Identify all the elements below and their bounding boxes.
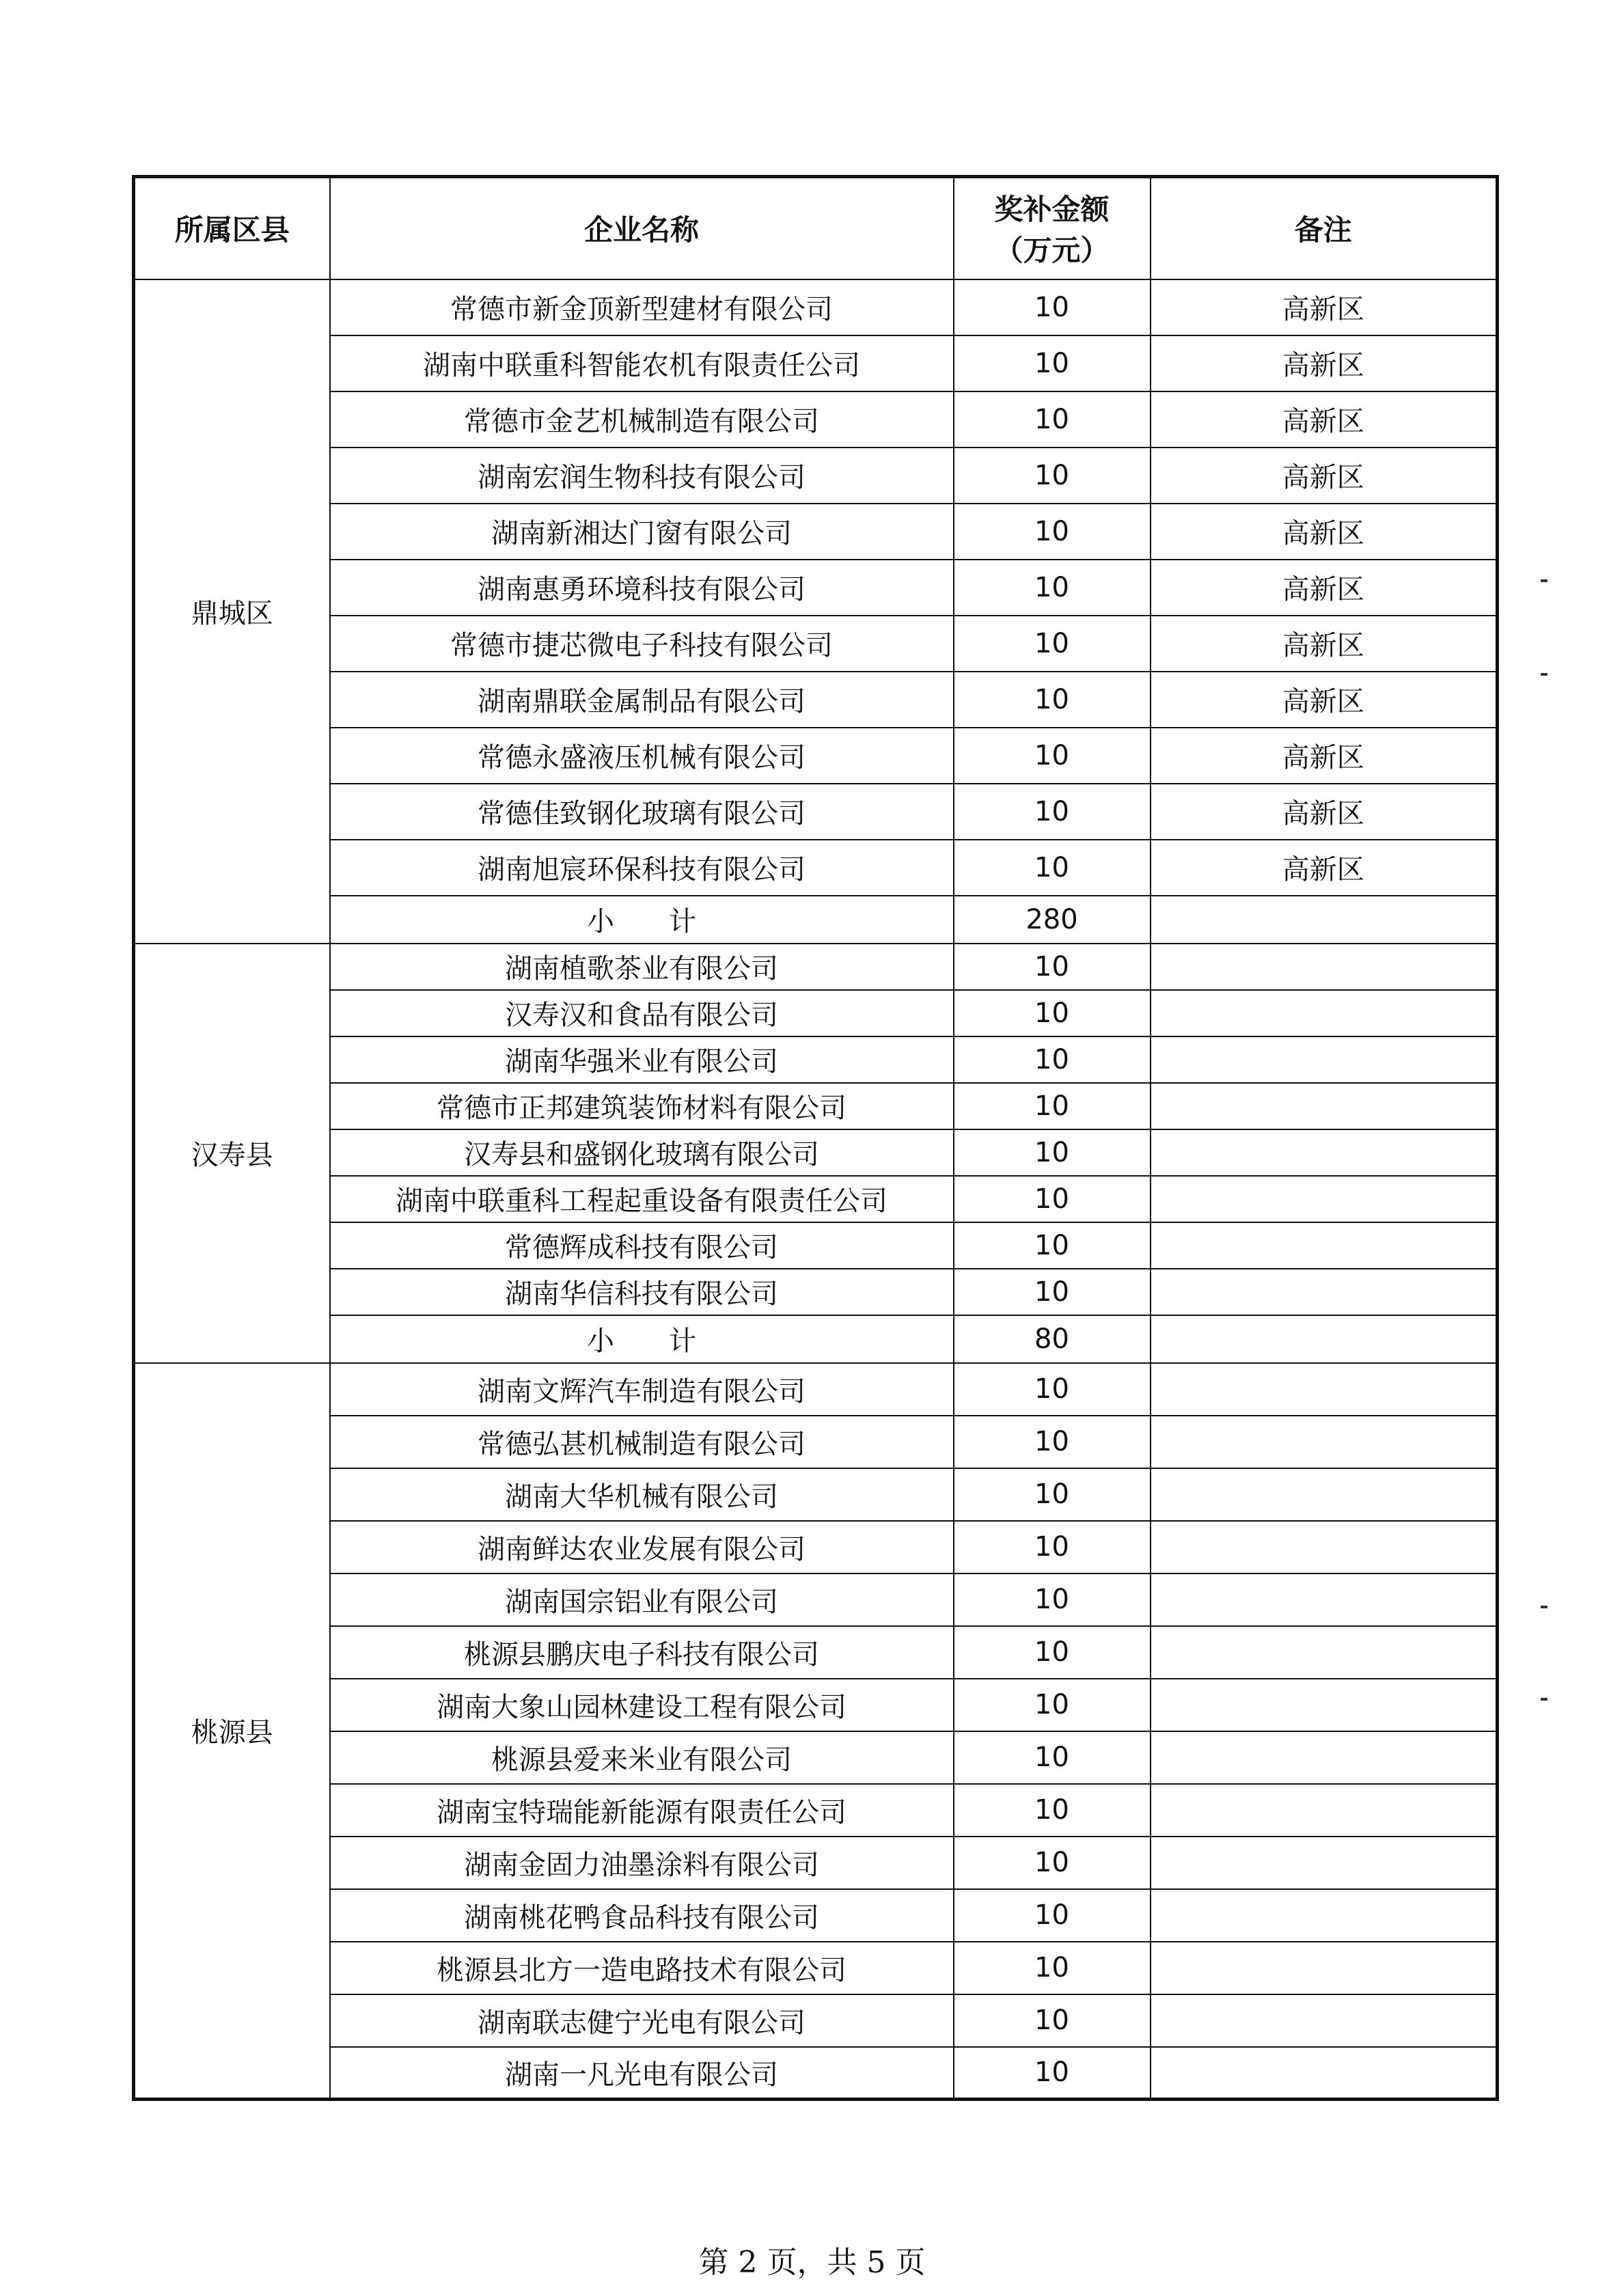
company-cell: 湖南联志健宁光电有限公司 bbox=[330, 1994, 954, 2047]
remark-cell: 高新区 bbox=[1151, 504, 1498, 560]
company-cell: 常德市捷芯微电子科技有限公司 bbox=[330, 616, 954, 672]
table-row bbox=[134, 1363, 1498, 1416]
table-row bbox=[134, 784, 1498, 840]
amount-cell: 10 bbox=[954, 1889, 1151, 1942]
scan-mark bbox=[1541, 1606, 1547, 1608]
remark-cell bbox=[1151, 1679, 1498, 1731]
table-row bbox=[134, 1416, 1498, 1468]
amount-cell: 10 bbox=[954, 672, 1151, 728]
table-row bbox=[134, 560, 1498, 616]
remark-cell bbox=[1151, 1784, 1498, 1837]
subtotal-label-part2: 计 bbox=[669, 1325, 696, 1357]
company-cell: 湖南鲜达农业发展有限公司 bbox=[330, 1521, 954, 1573]
remark-cell bbox=[1151, 1222, 1498, 1269]
subtotal-label-part1: 小 bbox=[587, 906, 614, 937]
amount-cell: 10 bbox=[954, 1222, 1151, 1269]
table-header-row bbox=[134, 177, 1498, 279]
remark-cell bbox=[1151, 1521, 1498, 1573]
remark-cell bbox=[1151, 896, 1498, 944]
remark-cell bbox=[1151, 1573, 1498, 1626]
company-cell: 湖南金固力油墨涂料有限公司 bbox=[330, 1837, 954, 1889]
remark-cell: 高新区 bbox=[1151, 616, 1498, 672]
company-cell: 常德市正邦建筑装饰材料有限公司 bbox=[330, 1083, 954, 1129]
remark-cell bbox=[1151, 1036, 1498, 1083]
amount-cell: 10 bbox=[954, 391, 1151, 448]
company-cell: 湖南宝特瑞能新能源有限责任公司 bbox=[330, 1784, 954, 1837]
remark-cell bbox=[1151, 1468, 1498, 1521]
company-cell: 桃源县爱来米业有限公司 bbox=[330, 1731, 954, 1784]
table-row bbox=[134, 1468, 1498, 1521]
table-row bbox=[134, 1036, 1498, 1083]
table-row bbox=[134, 1942, 1498, 1994]
remark-cell: 高新区 bbox=[1151, 335, 1498, 391]
amount-cell: 10 bbox=[954, 1269, 1151, 1315]
remark-cell bbox=[1151, 1731, 1498, 1784]
company-cell: 汉寿县和盛钢化玻璃有限公司 bbox=[330, 1129, 954, 1176]
table-row bbox=[134, 1573, 1498, 1626]
amount-cell: 10 bbox=[954, 2047, 1151, 2100]
remark-cell bbox=[1151, 944, 1498, 990]
company-cell: 常德市金艺机械制造有限公司 bbox=[330, 391, 954, 448]
company-cell: 湖南中联重科智能农机有限责任公司 bbox=[330, 335, 954, 391]
amount-cell: 10 bbox=[954, 335, 1151, 391]
remark-cell bbox=[1151, 2047, 1498, 2100]
table-row bbox=[134, 504, 1498, 560]
amount-cell: 10 bbox=[954, 448, 1151, 504]
amount-cell: 10 bbox=[954, 1363, 1151, 1416]
amount-cell: 10 bbox=[954, 1083, 1151, 1129]
amount-cell: 10 bbox=[954, 840, 1151, 896]
table-row bbox=[134, 728, 1498, 784]
remark-cell bbox=[1151, 1129, 1498, 1176]
table-row bbox=[134, 840, 1498, 896]
remark-cell bbox=[1151, 1626, 1498, 1679]
subtotal-row bbox=[134, 1315, 1498, 1363]
subtotal-row bbox=[134, 896, 1498, 944]
company-cell: 湖南宏润生物科技有限公司 bbox=[330, 448, 954, 504]
remark-cell: 高新区 bbox=[1151, 279, 1498, 335]
remark-cell: 高新区 bbox=[1151, 448, 1498, 504]
amount-cell: 10 bbox=[954, 1994, 1151, 2047]
amount-cell: 10 bbox=[954, 1626, 1151, 1679]
subtotal-amount: 80 bbox=[954, 1315, 1151, 1363]
remark-cell bbox=[1151, 1994, 1498, 2047]
company-cell: 湖南国宗铝业有限公司 bbox=[330, 1573, 954, 1626]
scan-mark bbox=[1541, 673, 1547, 676]
table-row bbox=[134, 672, 1498, 728]
amount-cell: 10 bbox=[954, 944, 1151, 990]
company-cell: 常德永盛液压机械有限公司 bbox=[330, 728, 954, 784]
amount-cell: 10 bbox=[954, 1837, 1151, 1889]
table-row bbox=[134, 1222, 1498, 1269]
district-cell: 鼎城区 bbox=[134, 279, 330, 944]
company-cell: 湖南文辉汽车制造有限公司 bbox=[330, 1363, 954, 1416]
scan-mark bbox=[1541, 579, 1547, 582]
table-row bbox=[134, 1731, 1498, 1784]
table-row bbox=[134, 279, 1498, 335]
table-row bbox=[134, 1129, 1498, 1176]
table-row bbox=[134, 616, 1498, 672]
table-row bbox=[134, 1269, 1498, 1315]
remark-cell bbox=[1151, 1889, 1498, 1942]
remark-cell: 高新区 bbox=[1151, 728, 1498, 784]
company-cell: 湖南鼎联金属制品有限公司 bbox=[330, 672, 954, 728]
company-cell: 湖南一凡光电有限公司 bbox=[330, 2047, 954, 2100]
subtotal-label bbox=[330, 896, 954, 944]
amount-cell: 10 bbox=[954, 560, 1151, 616]
remark-cell bbox=[1151, 1416, 1498, 1468]
remark-cell: 高新区 bbox=[1151, 784, 1498, 840]
company-cell: 汉寿汉和食品有限公司 bbox=[330, 990, 954, 1036]
amount-cell: 10 bbox=[954, 1942, 1151, 1994]
subtotal-label bbox=[330, 1315, 954, 1363]
table-row bbox=[134, 2047, 1498, 2100]
amount-cell: 10 bbox=[954, 616, 1151, 672]
table-row bbox=[134, 1784, 1498, 1837]
remark-cell: 高新区 bbox=[1151, 560, 1498, 616]
table-row bbox=[134, 1837, 1498, 1889]
header-remark: 备注 bbox=[1151, 177, 1498, 279]
amount-cell: 10 bbox=[954, 1468, 1151, 1521]
amount-cell: 10 bbox=[954, 1731, 1151, 1784]
district-cell: 桃源县 bbox=[134, 1363, 330, 2100]
amount-cell: 10 bbox=[954, 784, 1151, 840]
company-cell: 湖南桃花鸭食品科技有限公司 bbox=[330, 1889, 954, 1942]
table-row bbox=[134, 335, 1498, 391]
remark-cell: 高新区 bbox=[1151, 391, 1498, 448]
remark-cell bbox=[1151, 1315, 1498, 1363]
company-cell: 湖南新湘达门窗有限公司 bbox=[330, 504, 954, 560]
header-company: 企业名称 bbox=[330, 177, 954, 279]
table-row bbox=[134, 1521, 1498, 1573]
header-district: 所属区县 bbox=[134, 177, 330, 279]
amount-cell: 10 bbox=[954, 1416, 1151, 1468]
subtotal-label-part1: 小 bbox=[587, 1325, 614, 1357]
award-table bbox=[132, 175, 1499, 2101]
remark-cell bbox=[1151, 1837, 1498, 1889]
company-cell: 桃源县鹏庆电子科技有限公司 bbox=[330, 1626, 954, 1679]
company-cell: 常德弘甚机械制造有限公司 bbox=[330, 1416, 954, 1468]
amount-cell: 10 bbox=[954, 504, 1151, 560]
table-row bbox=[134, 1083, 1498, 1129]
amount-cell: 10 bbox=[954, 1036, 1151, 1083]
table-row bbox=[134, 1626, 1498, 1679]
company-cell: 湖南中联重科工程起重设备有限责任公司 bbox=[330, 1176, 954, 1222]
table-row bbox=[134, 1889, 1498, 1942]
amount-cell: 10 bbox=[954, 1679, 1151, 1731]
page-number-footer: 第 2 页，共 5 页 bbox=[698, 2245, 926, 2280]
subtotal-label-part2: 计 bbox=[669, 906, 696, 937]
company-cell: 湖南旭宸环保科技有限公司 bbox=[330, 840, 954, 896]
remark-cell: 高新区 bbox=[1151, 672, 1498, 728]
amount-cell: 10 bbox=[954, 728, 1151, 784]
company-cell: 湖南大华机械有限公司 bbox=[330, 1468, 954, 1521]
table-row bbox=[134, 990, 1498, 1036]
amount-cell: 10 bbox=[954, 1129, 1151, 1176]
remark-cell bbox=[1151, 1176, 1498, 1222]
amount-cell: 10 bbox=[954, 1521, 1151, 1573]
header-amount-line2: （万元） bbox=[994, 234, 1110, 268]
table-row bbox=[134, 1176, 1498, 1222]
amount-cell: 10 bbox=[954, 1573, 1151, 1626]
district-cell: 汉寿县 bbox=[134, 944, 330, 1363]
remark-cell bbox=[1151, 1269, 1498, 1315]
amount-cell: 10 bbox=[954, 1784, 1151, 1837]
subtotal-amount: 280 bbox=[954, 896, 1151, 944]
table-row bbox=[134, 1679, 1498, 1731]
table-row bbox=[134, 1994, 1498, 2047]
header-amount bbox=[954, 177, 1151, 279]
company-cell: 湖南华强米业有限公司 bbox=[330, 1036, 954, 1083]
header-amount-line1: 奖补金额 bbox=[994, 193, 1110, 227]
company-cell: 桃源县北方一造电路技术有限公司 bbox=[330, 1942, 954, 1994]
company-cell: 湖南大象山园林建设工程有限公司 bbox=[330, 1679, 954, 1731]
company-cell: 常德市新金顶新型建材有限公司 bbox=[330, 279, 954, 335]
remark-cell bbox=[1151, 1363, 1498, 1416]
amount-cell: 10 bbox=[954, 279, 1151, 335]
table-row bbox=[134, 448, 1498, 504]
scan-mark bbox=[1541, 1698, 1547, 1701]
remark-cell bbox=[1151, 1942, 1498, 1994]
company-cell: 湖南植歌茶业有限公司 bbox=[330, 944, 954, 990]
company-cell: 湖南惠勇环境科技有限公司 bbox=[330, 560, 954, 616]
amount-cell: 10 bbox=[954, 1176, 1151, 1222]
remark-cell: 高新区 bbox=[1151, 840, 1498, 896]
remark-cell bbox=[1151, 990, 1498, 1036]
table-row bbox=[134, 944, 1498, 990]
amount-cell: 10 bbox=[954, 990, 1151, 1036]
company-cell: 常德佳致钢化玻璃有限公司 bbox=[330, 784, 954, 840]
company-cell: 常德辉成科技有限公司 bbox=[330, 1222, 954, 1269]
table-row bbox=[134, 391, 1498, 448]
company-cell: 湖南华信科技有限公司 bbox=[330, 1269, 954, 1315]
remark-cell bbox=[1151, 1083, 1498, 1129]
